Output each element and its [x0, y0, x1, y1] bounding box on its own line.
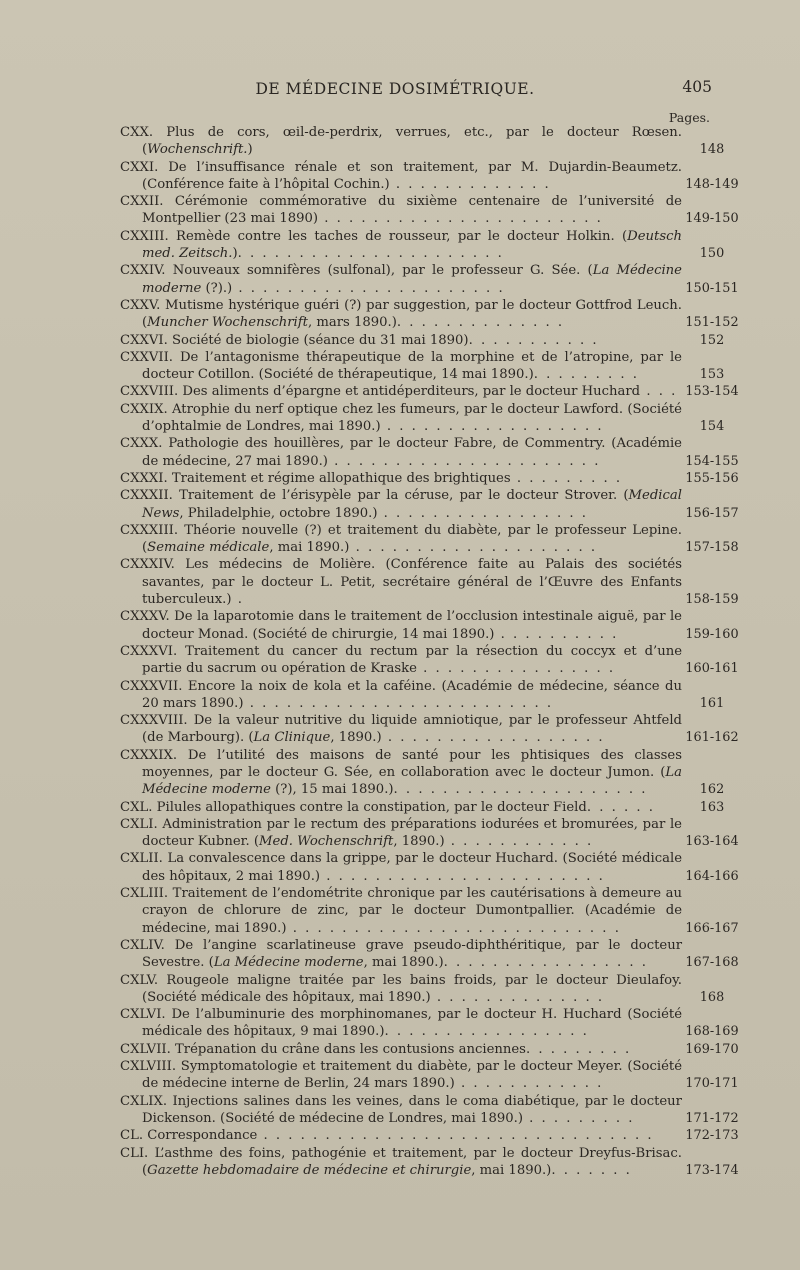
toc-entry-title: , 1890.): [393, 834, 445, 850]
toc-entry-italic-title: Deutsch med. Zeitsch.: [142, 228, 682, 262]
toc-entry-text: [120, 850, 682, 885]
toc-entry-title: Pilules allopathiques contre la constipation, par le docteur Field: [156, 799, 587, 815]
toc-entry-pages: 168: [699, 989, 725, 1005]
toc-entry-text: [120, 885, 682, 937]
toc-entry-pages: 157-158: [685, 540, 739, 556]
toc-entry-title: , 1890.): [330, 730, 382, 746]
toc-entry-number: CLI.: [120, 1145, 149, 1161]
toc-entry-number: CXLIII.: [120, 886, 169, 902]
toc-entry-pages: 166-167: [685, 920, 739, 936]
toc-entry: [120, 1058, 739, 1093]
toc-entry-title: Théorie nouvelle (?) et traitement du diabète, par le professeur Lepine. (: [142, 522, 682, 556]
toc-entry-pages: 158-159: [685, 592, 739, 608]
toc-entry-pages: 160-161: [685, 661, 739, 677]
toc-entry-title: De l’albuminurie des morphinomanes, par le docteur H. Huchard (Société médicale des hôpitaux, 9 mai 1890.): [142, 1007, 682, 1040]
toc-entry-text: [120, 1058, 682, 1093]
toc-entry-pages: 152: [699, 332, 725, 348]
toc-entry: [120, 850, 739, 885]
toc-entry-pages: 169-170: [685, 1041, 739, 1057]
toc-entry-text: [120, 712, 682, 747]
toc-entry: [120, 159, 739, 194]
pages-column-header: Pages.: [668, 110, 710, 125]
toc-entry: [120, 712, 739, 747]
dot-leader: . . . . . . . . . . . . . . . . . . . . . . .: [318, 211, 603, 227]
toc-entry-number: CXLIX.: [120, 1093, 168, 1109]
toc-entry-text: [120, 799, 682, 816]
toc-entry-number: CXXXVIII.: [120, 713, 188, 729]
toc-entry-text: [120, 643, 682, 678]
toc-entry-title: Injections salines dans les veines, dans le coma diabétique, par le docteur Dickenson. (Société de médecine de Londres, mai 1890.): [142, 1093, 682, 1126]
toc-entry-number: CXLV.: [120, 972, 159, 988]
toc-entry: [120, 487, 739, 522]
toc-entry-pages: 156-157: [685, 505, 739, 521]
toc-entry: [120, 556, 739, 608]
dot-leader: . . . . . . . . . . . . . . . . . . . . . . . . . . . . . . . .: [257, 1128, 654, 1144]
toc-entry-title: L’asthme des foins, pathogénie et traitement, par le docteur Dreyfus-Brisac. (: [142, 1145, 682, 1178]
toc-entry-text: [120, 1145, 682, 1180]
toc-entry: [120, 124, 725, 159]
toc-entry: [120, 297, 739, 332]
toc-entry-title: (?), 15 mai 1890.): [270, 782, 394, 798]
toc-entry: [120, 470, 739, 487]
toc-entry: [120, 972, 725, 1007]
toc-entry-pages: 148-149: [685, 176, 739, 192]
toc-entry: [120, 678, 725, 713]
toc-entry-text: [120, 816, 682, 851]
toc-entry-number: CXLII.: [120, 851, 163, 867]
toc-entry-number: CXXXI.: [120, 470, 168, 486]
toc-entry-number: CXXVI.: [120, 332, 168, 348]
running-title: DE MÉDECINE DOSIMÉTRIQUE.: [255, 80, 535, 98]
toc-entry-title: Traitement de l’endométrite chronique par les cautérisations à demeure au crayon de chlorure de zinc, par le docteur Dumontpallier. (Académie de médecine, mai 1890.): [142, 886, 682, 936]
toc-entry-number: CXXIII.: [120, 228, 169, 244]
toc-entry-pages: 155-156: [685, 470, 739, 486]
toc-entry-title: Mutisme hystérique guéri (?) par suggestion, par le docteur Gottfrod Leuch. (: [142, 297, 682, 331]
toc-entry-title: Traitement de l’érisypèle par la céruse, par le docteur Strover. (: [179, 488, 629, 504]
toc-entry: [120, 799, 725, 816]
toc-entry-text: [120, 124, 682, 159]
toc-entry-pages: 173-174: [685, 1162, 739, 1178]
dot-leader: . . . . . . . . . . . . . .: [430, 989, 605, 1005]
toc-entry-title: Atrophie du nerf optique chez les fumeurs, par le docteur Lawford. (Société d’ophtalmie de Londres, mai 1890.): [142, 401, 682, 435]
toc-entry: [120, 383, 739, 400]
toc-entry-title: Des aliments d’épargne et antidéperditeurs, par le docteur Huchard: [182, 384, 641, 400]
toc-entry-title: Administration par le rectum des préparations iodurées et bromurées, par le docteur Kubner. (: [142, 816, 682, 850]
toc-entry-number: CXXVII.: [120, 349, 174, 365]
toc-entry-pages: 153: [699, 367, 725, 383]
toc-entry-pages: 148: [699, 142, 725, 158]
toc-entry-number: CXXII.: [120, 194, 164, 210]
toc-entry-text: [120, 383, 682, 400]
toc-entry-title: , mars 1890.): [307, 315, 397, 331]
toc-entry-number: CXXXV.: [120, 609, 170, 625]
dot-leader: . . . . . . . . .: [510, 470, 623, 486]
toc-entry-title: Cérémonie commémorative du sixième centenaire de l’université de Montpellier (23 mai 1890): [142, 194, 682, 227]
toc-entry: [120, 332, 725, 349]
toc-entry-number: CXXIX.: [120, 401, 168, 417]
toc-entry-text: [120, 1006, 682, 1041]
dot-leader: . . . . . . . . . . . . . . . . .: [443, 955, 648, 971]
dot-leader: . . . . . . . . . . . . . .: [396, 315, 565, 331]
toc-entry-pages: 163-164: [685, 834, 739, 850]
toc-entry-text: [120, 228, 682, 263]
toc-entry: [120, 1093, 739, 1128]
toc-entry-text: [120, 1127, 682, 1144]
toc-entry: [120, 885, 739, 937]
toc-entry-number: CXLVII.: [120, 1041, 171, 1057]
toc-entry-number: CXLVI.: [120, 1007, 166, 1023]
toc-entry-text: [120, 1041, 682, 1058]
toc-entry-text: [120, 522, 682, 557]
dot-leader: . . . . . . . . . . . . . . . . .: [384, 1024, 589, 1040]
table-of-contents: [120, 124, 739, 1179]
toc-entry: [120, 1127, 739, 1144]
toc-entry-title: , mai 1890.): [269, 540, 350, 556]
toc-entry-title: De l’utilité des maisons de santé pour les phtisiques des classes moyennes, par le docteur G. Sée, en collaboration avec le docteur Jumon. (: [142, 747, 682, 780]
toc-entry-italic-title: La Clinique: [253, 730, 331, 746]
toc-entry-pages: 167-168: [685, 955, 739, 971]
toc-entry-number: CL.: [120, 1128, 144, 1144]
toc-entry: [120, 1145, 739, 1180]
toc-entry-title: (?).): [201, 280, 233, 296]
dot-leader: . . . . . . . . . . .: [468, 332, 599, 348]
toc-entry-pages: 164-166: [685, 868, 739, 884]
toc-entry: [120, 643, 739, 678]
toc-entry-text: [120, 332, 682, 349]
toc-entry-title: ): [232, 246, 238, 262]
toc-entry-pages: 153-154: [685, 384, 739, 400]
toc-entry-text: [120, 487, 682, 522]
toc-entry-pages: 159-160: [685, 626, 739, 642]
toc-entry-title: , mai 1890.): [471, 1162, 552, 1178]
toc-entry-number: CXXXVII.: [120, 678, 183, 694]
dot-leader: . . . . . . . . . . . . . . . . . . . . . .: [327, 453, 601, 469]
toc-entry-pages: 170-171: [685, 1076, 739, 1092]
toc-entry-pages: 163: [699, 799, 725, 815]
toc-entry-italic-title: La Médecine moderne: [142, 263, 682, 296]
toc-entry-pages: 172-173: [685, 1128, 739, 1144]
toc-entry-pages: 149-150: [685, 211, 739, 227]
toc-entry-number: CXXV.: [120, 297, 161, 313]
toc-entry: [120, 522, 739, 557]
toc-entry-title: De l’angine scarlatineuse grave pseudo-diphthéritique, par le docteur Sevestre. (: [142, 937, 682, 971]
toc-entry-text: [120, 435, 682, 470]
toc-entry-title: Encore la noix de kola et la caféine. (Académie de médecine, séance du 20 mars 1890.): [142, 678, 682, 711]
dot-leader: . . . . . . . . . . . . . . . . . . . .: [349, 540, 598, 556]
toc-entry-title: Trépanation du crâne dans les contusions anciennes: [175, 1041, 526, 1057]
toc-entry-italic-title: La Médecine moderne: [213, 955, 364, 971]
dot-leader: . . . . . . . . . . . . . . . . . . . . . . .: [320, 868, 605, 884]
running-head: [0, 80, 800, 104]
toc-entry-text: [120, 159, 682, 194]
toc-entry: [120, 228, 725, 263]
dot-leader: . . . . . .: [586, 799, 655, 815]
dot-leader: . . . . . . . . . . . . .: [389, 176, 551, 192]
toc-entry: [120, 401, 725, 436]
toc-entry-text: [120, 937, 682, 972]
toc-entry-number: CXXX.: [120, 436, 163, 452]
dot-leader: . . . . . . . . . . . . . . . . . . . . . . . . . . .: [286, 920, 621, 936]
toc-entry: [120, 435, 739, 470]
dot-leader: . . . . . . . . . . . .: [444, 834, 594, 850]
toc-entry-number: CXXVIII.: [120, 384, 179, 400]
dot-leader: . . . . . . . . . . . . . . . .: [416, 661, 616, 677]
toc-entry: [120, 349, 725, 384]
toc-entry-italic-title: Semaine médicale: [147, 540, 270, 556]
toc-entry-title: Symptomatologie et traitement du diabète, par le docteur Meyer. (Société de médecine interne de Berlin, 24 mars 1890.): [142, 1059, 682, 1092]
dot-leader: . . . . . . . . . . . . . . . . . . . . .: [393, 782, 648, 798]
toc-entry-title: Société de biologie (séance du 31 mai 1890): [172, 332, 469, 348]
toc-entry-number: CXLI.: [120, 816, 158, 832]
toc-entry-text: [120, 1093, 682, 1128]
toc-entry-italic-title: La Médecine moderne: [142, 764, 682, 798]
toc-entry: [120, 1041, 739, 1058]
toc-entry-title: Nouveaux somnifères (sulfonal), par le professeur G. Sée. (: [172, 263, 593, 279]
toc-entry-pages: 150-151: [685, 280, 739, 296]
toc-entry-pages: 154-155: [685, 453, 739, 469]
dot-leader: . . . . . . .: [551, 1162, 632, 1178]
toc-entry-title: , mai 1890.): [363, 955, 444, 971]
dot-leader: . . . . . . . . . . . . . . . . . .: [380, 419, 604, 435]
toc-entry: [120, 816, 739, 851]
toc-entry-pages: 150: [699, 246, 725, 262]
toc-entry-title: Traitement et régime allopathique des brightiques: [171, 470, 511, 486]
toc-entry-title: De l’insuffisance rénale et son traitement, par M. Dujardin-Beaumetz. (Conférence faite à l’hôpital Cochin.): [142, 159, 682, 192]
toc-entry-text: [120, 972, 682, 1007]
dot-leader: . . . . . . . . .: [525, 1041, 632, 1057]
toc-entry-number: CXLVIII.: [120, 1059, 177, 1075]
toc-entry-title: Traitement du cancer du rectum par la résection du coccyx et d’une partie du sacrum ou opération de Kraske: [142, 643, 682, 677]
toc-entry-italic-title: Muncher Wochenschrift: [147, 315, 308, 331]
toc-entry-text: [120, 608, 682, 643]
toc-entry-number: CXLIV.: [120, 937, 165, 953]
toc-entry-title: De la valeur nutritive du liquide amniotique, par le professeur Ahtfeld (de Marbourg). (: [142, 713, 682, 746]
toc-entry-number: CXXXIX.: [120, 747, 178, 763]
toc-entry: [120, 193, 739, 228]
toc-entry: [120, 1006, 739, 1041]
toc-entry-title: ): [247, 142, 253, 158]
dot-leader: . . . . . . . . . . . . . . . . . . . . . .: [232, 280, 505, 296]
toc-entry-text: [120, 747, 682, 799]
toc-entry-pages: 162: [699, 782, 725, 798]
dot-leader: . . . . . . . . .: [533, 367, 639, 383]
toc-entry-pages: 151-152: [685, 315, 739, 331]
toc-entry-pages: 161-162: [685, 730, 739, 746]
toc-entry-number: CXX.: [120, 125, 154, 140]
toc-entry: [120, 937, 739, 972]
toc-entry-text: [120, 193, 682, 228]
toc-entry-pages: 161: [699, 695, 725, 711]
toc-entry: [120, 747, 725, 799]
toc-entry-pages: 154: [699, 419, 725, 435]
toc-entry-number: CXXIV.: [120, 263, 166, 279]
page-number: 405: [682, 78, 712, 96]
toc-entry-number: CXXXII.: [120, 488, 173, 504]
toc-entry: [120, 608, 739, 643]
toc-entry-text: [120, 401, 682, 436]
dot-leader: . . . . . . . . . . . . . . . . .: [377, 505, 588, 521]
toc-entry-number: CXL.: [120, 799, 153, 815]
dot-leader: . . .: [640, 384, 678, 400]
toc-entry: [120, 262, 739, 297]
toc-entry-number: CXXXIII.: [120, 522, 179, 538]
toc-entry-pages: 168-169: [685, 1024, 739, 1040]
toc-entry-title: Les médecins de Molière. (Conférence faite au Palais des sociétés savantes, par le docteur L. Petit, secrétaire général de l’Œuvre des Enfants tuberculeux.): [142, 557, 682, 608]
toc-entry-text: [120, 297, 682, 332]
toc-entry-title: , Philadelphie, octobre 1890.): [179, 505, 378, 521]
toc-entry-number: CXXXIV.: [120, 557, 175, 573]
dot-leader: . . . . . . . . . . . . . . . . . . . . . . . . .: [243, 695, 554, 711]
toc-entry-text: [120, 556, 682, 608]
dot-leader: . . . . . . . . . .: [494, 626, 619, 642]
toc-entry-italic-title: Med. Wochenschrift: [259, 834, 394, 850]
toc-entry-title: Rougeole maligne traitée par les bains froids, par le docteur Dieulafoy. (Société médicale des hôpitaux, mai 1890.): [142, 972, 682, 1005]
dot-leader: . . . . . . . . . . . .: [454, 1076, 604, 1092]
dot-leader: . . . . . . . . . . . . . . . . . .: [381, 730, 605, 746]
toc-entry-title: Remède contre les taches de rousseur, par le docteur Holkin. (: [176, 228, 628, 244]
toc-entry-title: La convalescence dans la grippe, par le docteur Huchard. (Société médicale des hôpitaux, 2 mai 1890.): [142, 851, 682, 884]
toc-entry-text: [120, 470, 682, 487]
dot-leader: .: [231, 592, 244, 608]
toc-entry-title: De l’antagonisme thérapeutique de la morphine et de l’atropine, par le docteur Cotillon. (Société de thérapeutique, 14 mai 1890.): [142, 349, 682, 383]
toc-entry-italic-title: Wochenschrift.: [147, 142, 248, 158]
toc-entry-italic-title: Medical News: [142, 488, 682, 521]
toc-entry-title: De la laparotomie dans le traitement de l’occlusion intestinale aiguë, par le docteur Monad. (Société de chirurgie, 14 mai 1890.): [142, 609, 682, 642]
toc-entry-number: CXXI.: [120, 159, 159, 175]
toc-entry-text: [120, 678, 682, 713]
toc-entry-text: [120, 349, 682, 384]
toc-entry-pages: 171-172: [685, 1110, 739, 1126]
toc-entry-number: CXXXVI.: [120, 643, 178, 659]
dot-leader: . . . . . . . . . . . . . . . . . . . . . .: [237, 246, 504, 262]
toc-entry-italic-title: Gazette hebdomadaire de médecine et chirurgie: [147, 1162, 472, 1178]
toc-entry-title: Pathologie des houillères, par le docteur Fabre, de Commentry. (Académie de médecine, 27 mai 1890.): [142, 436, 682, 469]
toc-entry-text: [120, 262, 682, 297]
dot-leader: . . . . . . . . .: [522, 1110, 635, 1126]
toc-entry-title: Correspondance: [147, 1128, 258, 1144]
toc-entry-title: Plus de cors, œil-de-perdrix, verrues, etc., par le docteur Rœsen. (: [142, 125, 682, 158]
